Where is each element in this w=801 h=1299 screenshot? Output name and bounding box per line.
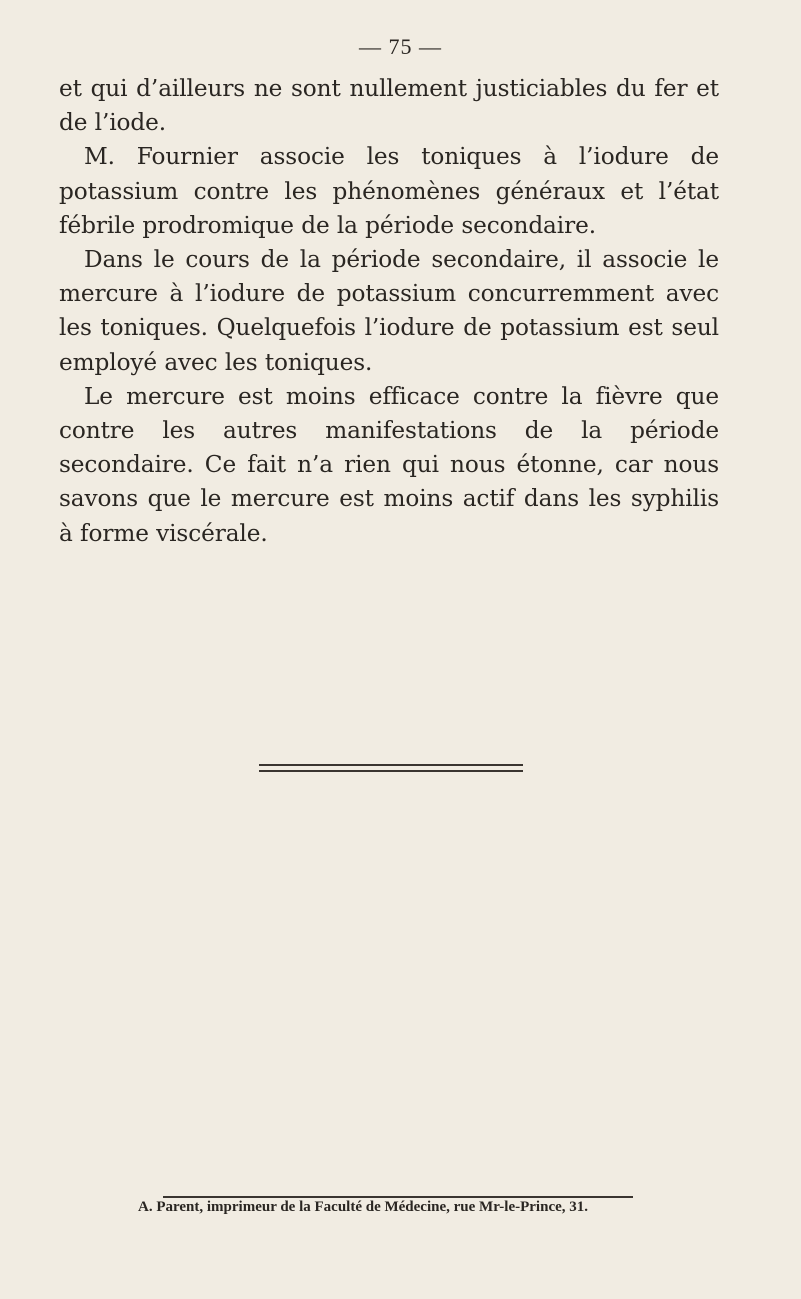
paragraph-mercury: Le mercure est moins efficace contre la fièvre que contre les autres manifestations de la période secondaire. Ce fait n’a rien qui nous étonne, car nous savons que le mercure est moins actif dans les syphilis à forme viscérale. — [59, 382, 719, 547]
printer-imprint: A. Parent, imprimeur de la Faculté de Médecine, rue Mr-le-Prince, 31. — [138, 1199, 589, 1215]
page-number: — 75 — — [359, 34, 442, 59]
paragraph-secondary-period: Dans le cours de la période secondaire, il associe le mercure à l’iodure de potassium concurremment avec les toniques. Quelquefois l’iodure de potassium est seul employé avec les toniques. — [59, 246, 719, 376]
paragraph-fournier: M. Fournier associe les toniques à l’iodure de potassium contre les phénomènes généraux et l’état fébrile prodromique de la période secondaire. — [59, 143, 719, 239]
section-divider-bottom — [259, 770, 523, 772]
paragraph-continuation: et qui d’ailleurs ne sont nullement justiciables du fer et de l’iode. — [59, 75, 719, 137]
section-divider-top — [259, 764, 523, 766]
body-text — [59, 72, 719, 551]
footer-rule — [163, 1196, 633, 1198]
